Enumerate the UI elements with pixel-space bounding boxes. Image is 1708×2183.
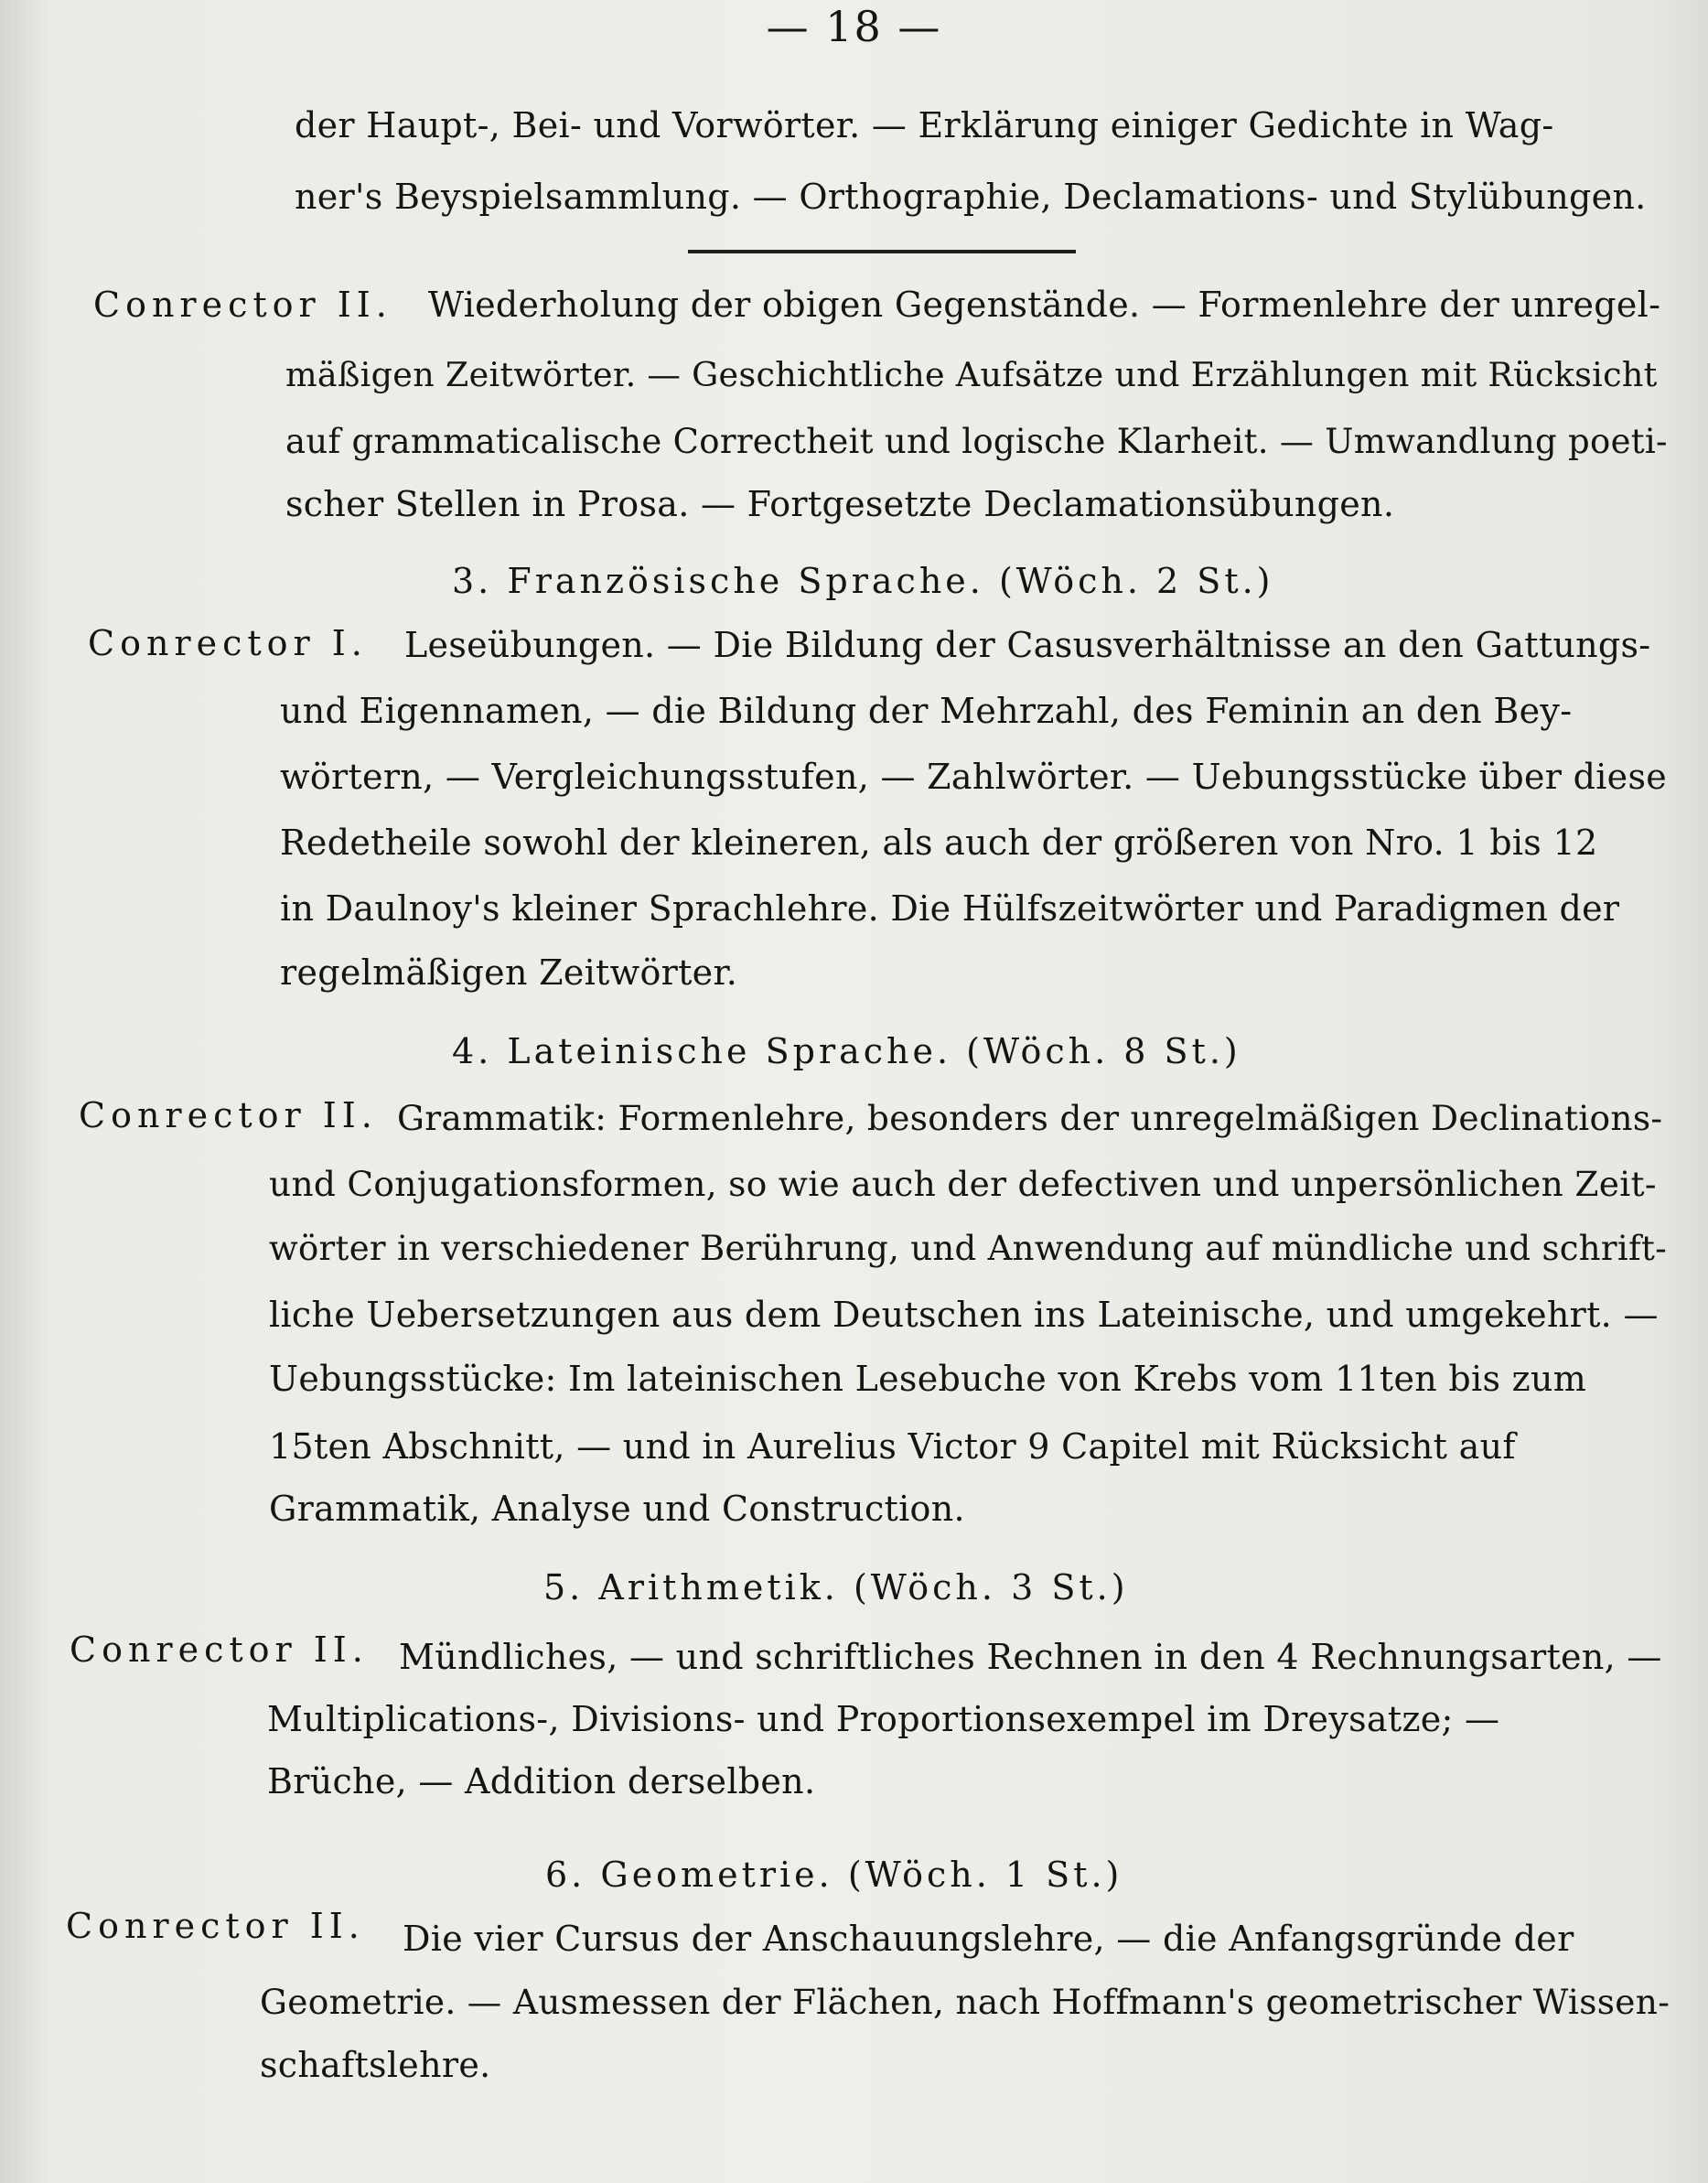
paragraph-line: liche Uebersetzungen aus dem Deutschen ins Lateinische, und umgekehrt. —	[269, 1295, 1659, 1335]
paragraph-line: wörtern, — Vergleichungsstufen, — Zahlwörter. — Uebungsstücke über diese	[280, 757, 1668, 797]
section-heading-french: 3. Französische Sprache. (Wöch. 2 St.)	[452, 561, 1274, 601]
intro-line-1: der Haupt-, Bei- und Vorwörter. — Erklärung einiger Gedichte in Wag-	[295, 105, 1554, 145]
paragraph-line: Grammatik, Analyse und Construction.	[269, 1489, 965, 1529]
paragraph-line: mäßigen Zeitwörter. — Geschichtliche Aufsätze und Erzählungen mit Rücksicht	[285, 355, 1658, 394]
paragraph-line: Mündliches, — und schriftliches Rechnen in den 4 Rechnungsarten, —	[399, 1637, 1662, 1677]
teacher-label: Conrector II.	[66, 1906, 365, 1946]
paragraph-line: regelmäßigen Zeitwörter.	[280, 952, 738, 993]
paragraph-line: 15ten Abschnitt, — und in Aurelius Victor 9 Capitel mit Rücksicht auf	[269, 1426, 1516, 1467]
paragraph-line: und Eigennamen, — die Bildung der Mehrzahl, des Feminin an den Bey-	[280, 691, 1573, 731]
paragraph-line: Leseübungen. — Die Bildung der Casusverhältnisse an den Gattungs-	[404, 625, 1651, 665]
teacher-label: Conrector I.	[88, 623, 368, 663]
paragraph-line: wörter in verschiedener Berührung, und Anwendung auf mündliche und schrift-	[269, 1229, 1667, 1268]
paragraph-line: Redetheile sowohl der kleineren, als auch der größeren von Nro. 1 bis 12	[280, 823, 1598, 863]
paragraph-line: auf grammaticalische Correctheit und logische Klarheit. — Umwandlung poeti-	[285, 422, 1668, 461]
section-divider	[688, 250, 1076, 253]
paragraph-line: Grammatik: Formenlehre, besonders der unregelmäßigen Declinations-	[397, 1098, 1663, 1138]
section-heading-geometry: 6. Geometrie. (Wöch. 1 St.)	[545, 1855, 1123, 1895]
paragraph-line: Geometrie. — Ausmessen der Flächen, nach Hoffmann's geometrischer Wissen-	[260, 1982, 1670, 2022]
paragraph-line: Wiederholung der obigen Gegenstände. — Formenlehre der unregel-	[428, 285, 1661, 325]
paragraph-line: Brüche, — Addition derselben.	[267, 1761, 816, 1801]
paragraph-line: Die vier Cursus der Anschauungslehre, — die Anfangsgründe der	[403, 1919, 1574, 1959]
teacher-label: Conrector II.	[93, 285, 392, 325]
paragraph-line: und Conjugationsformen, so wie auch der defectiven und unpersönlichen Zeit-	[269, 1164, 1657, 1204]
intro-line-2: ner's Beyspielsammlung. — Orthographie, Declamations- und Stylübungen.	[295, 177, 1647, 217]
paragraph-line: scher Stellen in Prosa. — Fortgesetzte Declamationsübungen.	[285, 484, 1395, 524]
section-heading-arithmetic: 5. Arithmetik. (Wöch. 3 St.)	[543, 1567, 1129, 1608]
page-number: — 18 —	[766, 2, 942, 51]
paragraph-line: schaftslehre.	[260, 2045, 491, 2085]
teacher-label: Conrector II.	[70, 1629, 369, 1670]
teacher-label: Conrector II.	[79, 1095, 378, 1135]
paragraph-line: Multiplications-, Divisions- und Proportionsexempel im Dreysatze; —	[267, 1699, 1500, 1739]
paragraph-line: Uebungsstücke: Im lateinischen Lesebuche von Krebs vom 11ten bis zum	[269, 1359, 1587, 1399]
paragraph-line: in Daulnoy's kleiner Sprachlehre. Die Hülfszeitwörter und Paradigmen der	[280, 888, 1620, 929]
section-heading-latin: 4. Lateinische Sprache. (Wöch. 8 St.)	[452, 1031, 1241, 1071]
